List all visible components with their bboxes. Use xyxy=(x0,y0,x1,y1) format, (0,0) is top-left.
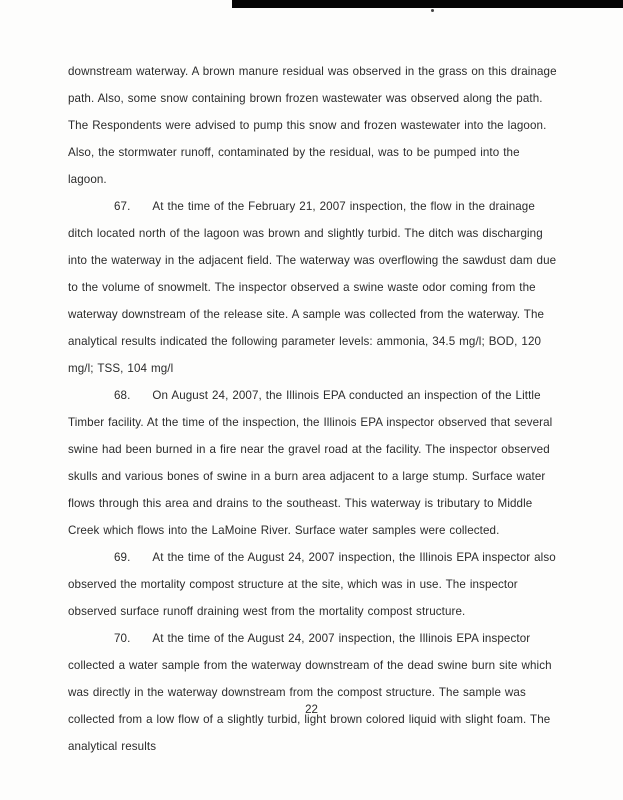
paragraph-number: 67. xyxy=(114,200,131,213)
scan-artifact-dot xyxy=(431,9,434,12)
paragraph-text: At the time of the August 24, 2007 inspection, the Illinois EPA inspector collected a water sample from the waterway downstream of the dead swine burn site which was directly in the waterway downstream from the compost structure. The sample was collected from a low flow of a slightly turbid, light brown colored liquid with slight foam. The analytical results xyxy=(68,632,552,753)
scan-artifact-bar xyxy=(232,0,623,8)
paragraph-67 xyxy=(68,193,558,382)
paragraph-text: downstream waterway. A brown manure residual was observed in the grass on this drainage path. Also, some snow containing brown frozen wastewater was observed along the path. The Respondents were advised to pump this snow and frozen wastewater into the lagoon. Also, the stormwater runoff, contaminated by the residual, was to be pumped into the lagoon. xyxy=(68,65,557,186)
paragraph-continuation xyxy=(68,58,558,193)
paragraph-number: 68. xyxy=(114,389,131,402)
paragraph-text: On August 24, 2007, the Illinois EPA conducted an inspection of the Little Timber facility. At the time of the inspection, the Illinois EPA inspector observed that several swine had been burned in a fire near the gravel road at the facility. The inspector observed skulls and various bones of swine in a burn area adjacent to a large stump. Surface water flows through this area and drains to the southeast. This waterway is tributary to Middle Creek which flows into the LaMoine River. Surface water samples were collected. xyxy=(68,389,553,537)
document-body xyxy=(68,58,558,760)
paragraph-70 xyxy=(68,625,558,760)
paragraph-text: At the time of the August 24, 2007 inspection, the Illinois EPA inspector also observed the mortality compost structure at the site, which was in use. The inspector observed surface runoff draining west from the mortality compost structure. xyxy=(68,551,556,618)
page-number: 22 xyxy=(305,704,318,716)
paragraph-68 xyxy=(68,382,558,544)
paragraph-text: At the time of the February 21, 2007 inspection, the flow in the drainage ditch located north of the lagoon was brown and slightly turbid. The ditch was discharging into the waterway in the adjacent field. The waterway was overflowing the sawdust dam due to the volume of snowmelt. The inspector observed a swine waste odor coming from the waterway downstream of the release site. A sample was collected from the waterway. The analytical results indicated the following parameter levels: ammonia, 34.5 mg/l; BOD, 120 mg/l; TSS, 104 mg/l xyxy=(68,200,557,375)
paragraph-number: 69. xyxy=(114,551,131,564)
paragraph-number: 70. xyxy=(114,632,131,645)
paragraph-69 xyxy=(68,544,558,625)
